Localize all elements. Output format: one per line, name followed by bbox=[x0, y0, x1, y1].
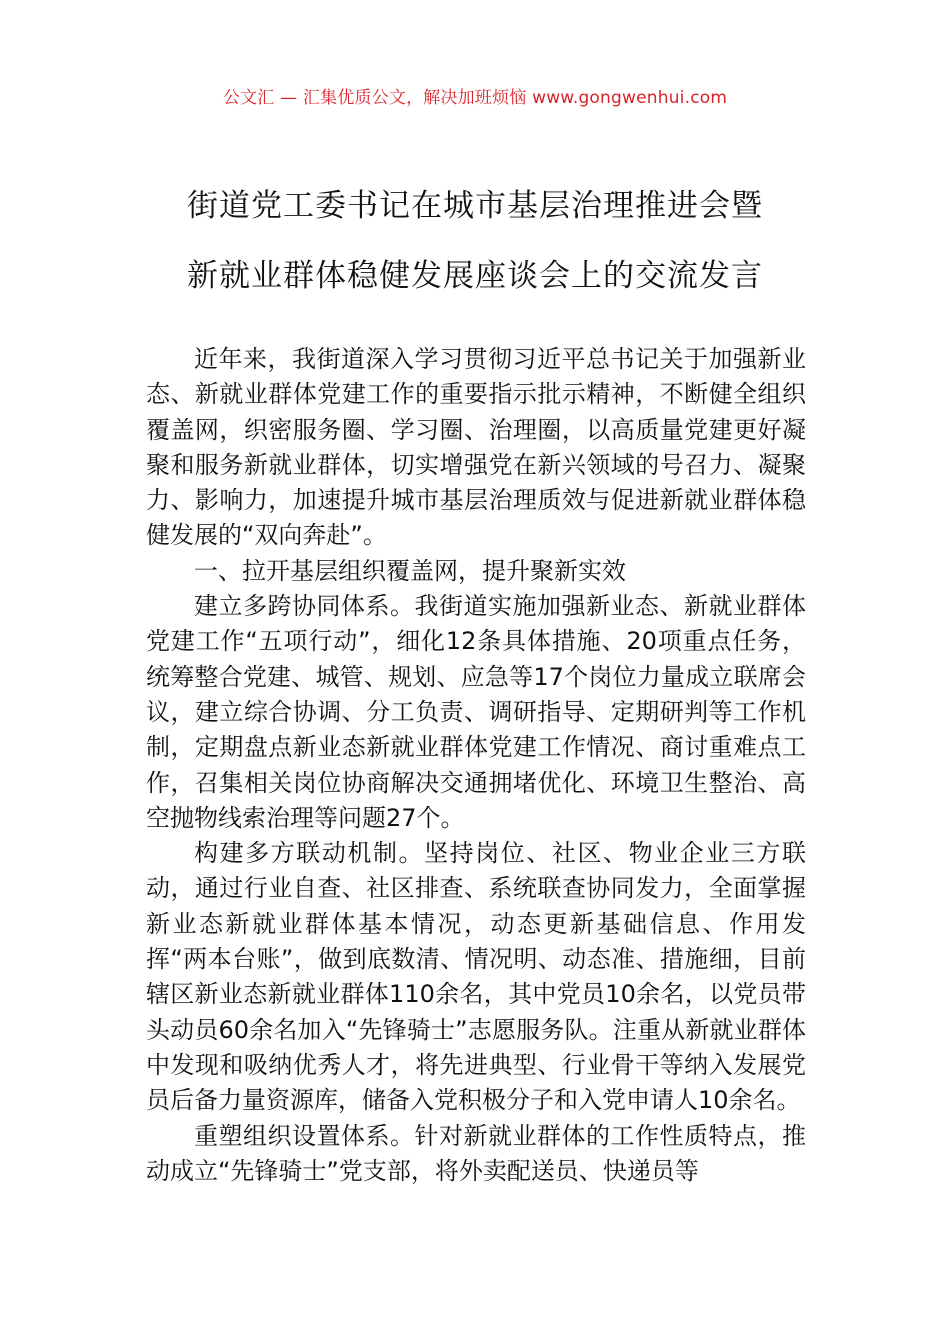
document-body bbox=[146, 342, 806, 1189]
intro-paragraph: 近年来，我街道深入学习贯彻习近平总书记关于加强新业态、新就业群体党建工作的重要指示批示精神，不断健全组织覆盖网，织密服务圈、学习圈、治理圈，以高质量党建更好凝聚和服务新就业群体，切实增强党在新兴领域的号召力、凝聚力、影响力，加速提升城市基层治理质效与促进新就业群体稳健发展的“双向奔赴”。 bbox=[146, 345, 806, 550]
document-title-line-2: 新就业群体稳健发展座谈会上的交流发言 bbox=[187, 258, 763, 294]
header-watermark: 公文汇 — 汇集优质公文，解决加班烦恼 www.gongwenhui.com bbox=[222, 88, 728, 108]
paragraph-multi-coordination: 建立多跨协同体系。我街道实施加强新业态、新就业群体党建工作“五项行动”，细化12条具体措施、20项重点任务，统筹整合党建、城管、规划、应急等17个岗位力量成立联席会议，建立综合协调、分工负责、调研指导、定期研判等工作机制，定期盘点新业态新就业群体党建工作情况、商讨重难点工作，召集相关岗位协商解决交通拥堵优化、环境卫生整治、高空抛物线索治理等问题27个。 bbox=[146, 592, 806, 832]
document-title-line-1: 街道党工委书记在城市基层治理推进会暨 bbox=[187, 188, 763, 224]
paragraph-linkage-mechanism: 构建多方联动机制。坚持岗位、社区、物业企业三方联动，通过行业自查、社区排查、系统联查协同发力，全面掌握新业态新就业群体基本情况，动态更新基础信息、作用发挥“两本台账”，做到底数清、情况明、动态准、措施细，目前辖区新业态新就业群体110余名，其中党员10余名，以党员带头动员60余名加入“先锋骑士”志愿服务队。注重从新就业群体中发现和吸纳优秀人才，将先进典型、行业骨干等纳入发展党员后备力量资源库，储备入党积极分子和入党申请人10余名。 bbox=[146, 839, 806, 1115]
paragraph-organization-system: 重塑组织设置体系。针对新就业群体的工作性质特点，推动成立“先锋骑士”党支部，将外卖配送员、快递员等 bbox=[146, 1121, 806, 1185]
section-heading-1: 一、拉开基层组织覆盖网，提升聚新实效 bbox=[194, 556, 626, 585]
